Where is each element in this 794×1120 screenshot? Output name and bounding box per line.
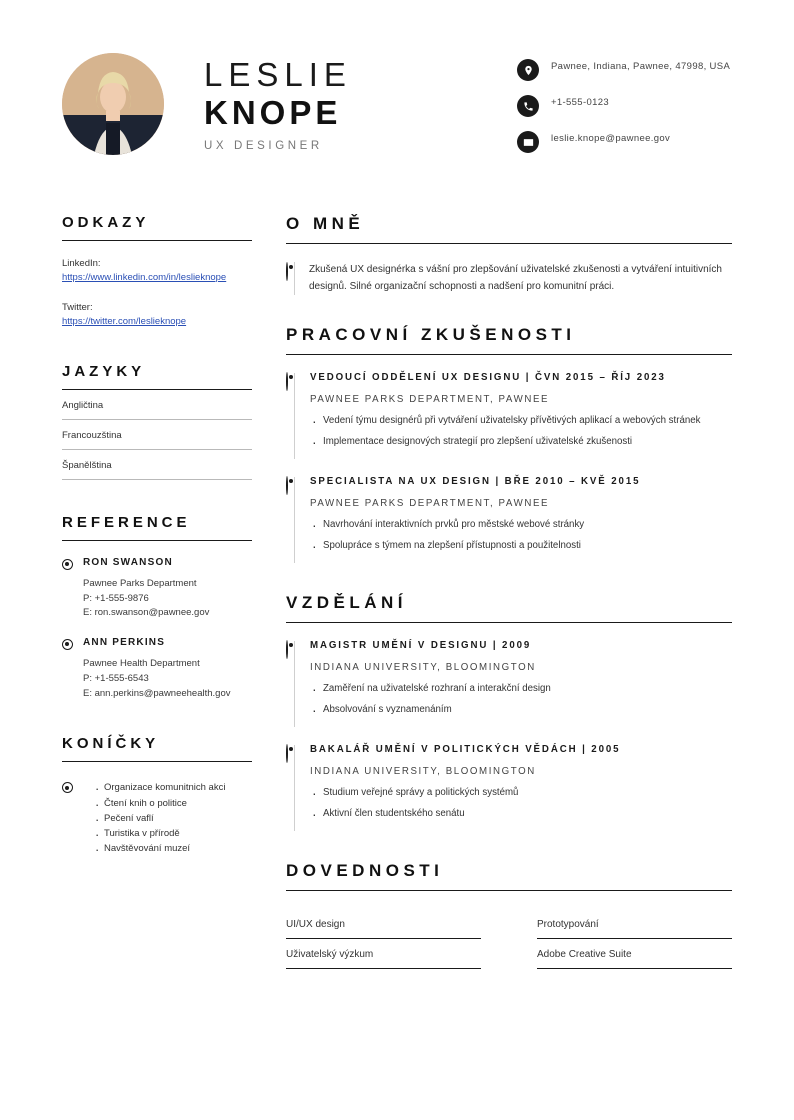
phone-text: +1-555-0123 bbox=[551, 97, 609, 108]
envelope-icon bbox=[517, 131, 539, 153]
link-label: Twitter: bbox=[62, 302, 93, 314]
divider bbox=[62, 540, 252, 541]
reference-name: RON SWANSON bbox=[83, 557, 173, 569]
section-skills bbox=[286, 861, 732, 969]
reference-email: E: ann.perkins@pawneehealth.gov bbox=[83, 687, 231, 699]
section-title-hobbies: KONÍČKY bbox=[62, 735, 160, 753]
skill-item: Prototypování bbox=[537, 909, 732, 939]
language-item: Francouzština bbox=[62, 420, 252, 450]
bullet-ring-icon bbox=[62, 559, 73, 570]
experience-entry bbox=[286, 477, 732, 563]
bullet-ring-icon bbox=[286, 262, 288, 281]
entry-title: SPECIALISTA NA UX DESIGN | BŘE 2010 – KVĚ 2015 bbox=[310, 476, 641, 488]
skill-item: UI/UX design bbox=[286, 909, 481, 939]
entry-bullets bbox=[310, 517, 732, 553]
list-item: · Absolvování s vyznamenáním bbox=[310, 702, 732, 717]
entry-organization: INDIANA UNIVERSITY, BLOOMINGTON bbox=[310, 766, 536, 778]
link-url[interactable]: https://twitter.com/leslieknope bbox=[62, 316, 187, 328]
education-entry bbox=[286, 641, 732, 727]
resume-header bbox=[62, 30, 732, 170]
bullet-ring-icon bbox=[286, 640, 288, 659]
list-item: · Navrhování interaktivních prvků pro městské webové stránky bbox=[310, 517, 732, 532]
about-text: Zkušená UX designérka s vášní pro zlepšování uživatelské zkušenosti a vytváření intuitivních designů. Silné organizační schopnosti a nadšení pro komunitní práci. bbox=[294, 262, 732, 295]
section-title-links: ODKAZY bbox=[62, 214, 150, 231]
skill-item: Uživatelský výzkum bbox=[286, 939, 481, 969]
list-item: · Implementace designových strategií pro zlepšení uživatelské zkušenosti bbox=[310, 434, 732, 449]
list-item: · Vedení týmu designérů při vytváření uživatelsky přívětivých aplikací a webových stránek bbox=[310, 413, 732, 428]
section-hobbies bbox=[62, 735, 252, 856]
experience-entry bbox=[286, 373, 732, 459]
last-name: KNOPE bbox=[204, 94, 342, 131]
divider bbox=[286, 243, 732, 244]
reference-entry bbox=[62, 557, 252, 621]
list-item: · Organizace komunitnich akci bbox=[95, 780, 225, 795]
contact-email bbox=[517, 131, 732, 153]
section-title-references: REFERENCE bbox=[62, 514, 191, 532]
list-item: · Spolupráce s týmem na zlepšení přístupnosti a použitelnosti bbox=[310, 538, 732, 553]
entry-bullets bbox=[310, 785, 732, 821]
section-title-languages: JAZYKY bbox=[62, 363, 146, 381]
link-item bbox=[62, 257, 252, 285]
education-entry bbox=[286, 745, 732, 831]
divider bbox=[286, 890, 732, 891]
bullet-ring-icon bbox=[286, 372, 288, 391]
entry-organization: PAWNEE PARKS DEPARTMENT, PAWNEE bbox=[310, 498, 550, 510]
contact-address bbox=[517, 59, 732, 81]
section-about bbox=[286, 214, 732, 295]
divider bbox=[62, 761, 252, 762]
list-item: · Pečení vaflí bbox=[95, 811, 225, 826]
entry-bullets bbox=[310, 681, 732, 717]
job-title: UX DESIGNER bbox=[204, 139, 323, 152]
divider bbox=[286, 622, 732, 623]
entry-bullets bbox=[310, 413, 732, 449]
reference-details bbox=[83, 657, 252, 701]
contact-phone bbox=[517, 95, 732, 117]
hobby-list bbox=[95, 780, 225, 856]
reference-phone: P: +1-555-9876 bbox=[83, 592, 149, 604]
reference-org: Pawnee Parks Department bbox=[83, 578, 197, 590]
address-text: Pawnee, Indiana, Pawnee, 47998, USA bbox=[551, 61, 731, 72]
first-name: LESLIE bbox=[204, 56, 352, 94]
section-experience bbox=[286, 325, 732, 563]
link-url[interactable]: https://www.linkedin.com/in/leslieknope bbox=[62, 272, 227, 284]
skills-grid bbox=[286, 909, 732, 969]
list-item: · Turistika v přírodě bbox=[95, 826, 225, 841]
contact-block bbox=[517, 55, 732, 153]
link-item bbox=[62, 301, 252, 329]
avatar bbox=[62, 53, 164, 155]
section-links bbox=[62, 214, 252, 329]
right-column bbox=[286, 214, 732, 999]
email-text: leslie.knope@pawnee.gov bbox=[551, 133, 671, 144]
entry-title: MAGISTR UMĚNÍ V DESIGNU | 2009 bbox=[310, 640, 532, 652]
list-item: · Navštěvování muzeí bbox=[95, 841, 225, 856]
section-references bbox=[62, 514, 252, 701]
language-item: Španělština bbox=[62, 450, 252, 480]
reference-org: Pawnee Health Department bbox=[83, 658, 200, 670]
entry-title: BAKALÁŘ UMĚNÍ V POLITICKÝCH VĚDÁCH | 2005 bbox=[310, 744, 621, 756]
link-label: LinkedIn: bbox=[62, 258, 101, 269]
divider bbox=[286, 354, 732, 355]
entry-organization: INDIANA UNIVERSITY, BLOOMINGTON bbox=[310, 662, 536, 674]
name-block bbox=[204, 56, 474, 152]
section-title-experience: PRACOVNÍ ZKUŠENOSTI bbox=[286, 325, 576, 344]
language-item: Angličtina bbox=[62, 390, 252, 420]
left-column bbox=[62, 214, 252, 999]
list-item: · Aktivní člen studentského senátu bbox=[310, 806, 732, 821]
section-education bbox=[286, 593, 732, 831]
reference-name: ANN PERKINS bbox=[83, 637, 166, 649]
section-title-education: VZDĚLÁNÍ bbox=[286, 593, 407, 613]
reference-details bbox=[83, 577, 252, 621]
bullet-ring-icon bbox=[62, 782, 73, 793]
phone-icon bbox=[517, 95, 539, 117]
bullet-ring-icon bbox=[286, 744, 288, 763]
location-pin-icon bbox=[517, 59, 539, 81]
reference-entry bbox=[62, 637, 252, 701]
list-item: · Studium veřejné správy a politických systémů bbox=[310, 785, 732, 800]
section-title-about: O MNĚ bbox=[286, 214, 365, 233]
list-item: · Čtení knih o politice bbox=[95, 796, 225, 811]
skill-item: Adobe Creative Suite bbox=[537, 939, 732, 969]
entry-title: VEDOUCÍ ODDĚLENÍ UX DESIGNU | ČVN 2015 – ŘÍJ 2023 bbox=[310, 372, 666, 383]
reference-email: E: ron.swanson@pawnee.gov bbox=[83, 607, 210, 619]
bullet-ring-icon bbox=[286, 476, 288, 495]
list-item: · Zaměření na uživatelské rozhraní a interakční design bbox=[310, 681, 732, 696]
reference-phone: P: +1-555-6543 bbox=[83, 672, 149, 684]
bullet-ring-icon bbox=[62, 639, 73, 650]
entry-organization: PAWNEE PARKS DEPARTMENT, PAWNEE bbox=[310, 394, 550, 405]
resume-body bbox=[62, 214, 732, 999]
section-title-skills: DOVEDNOSTI bbox=[286, 861, 444, 881]
divider bbox=[62, 240, 252, 241]
section-languages bbox=[62, 363, 252, 480]
